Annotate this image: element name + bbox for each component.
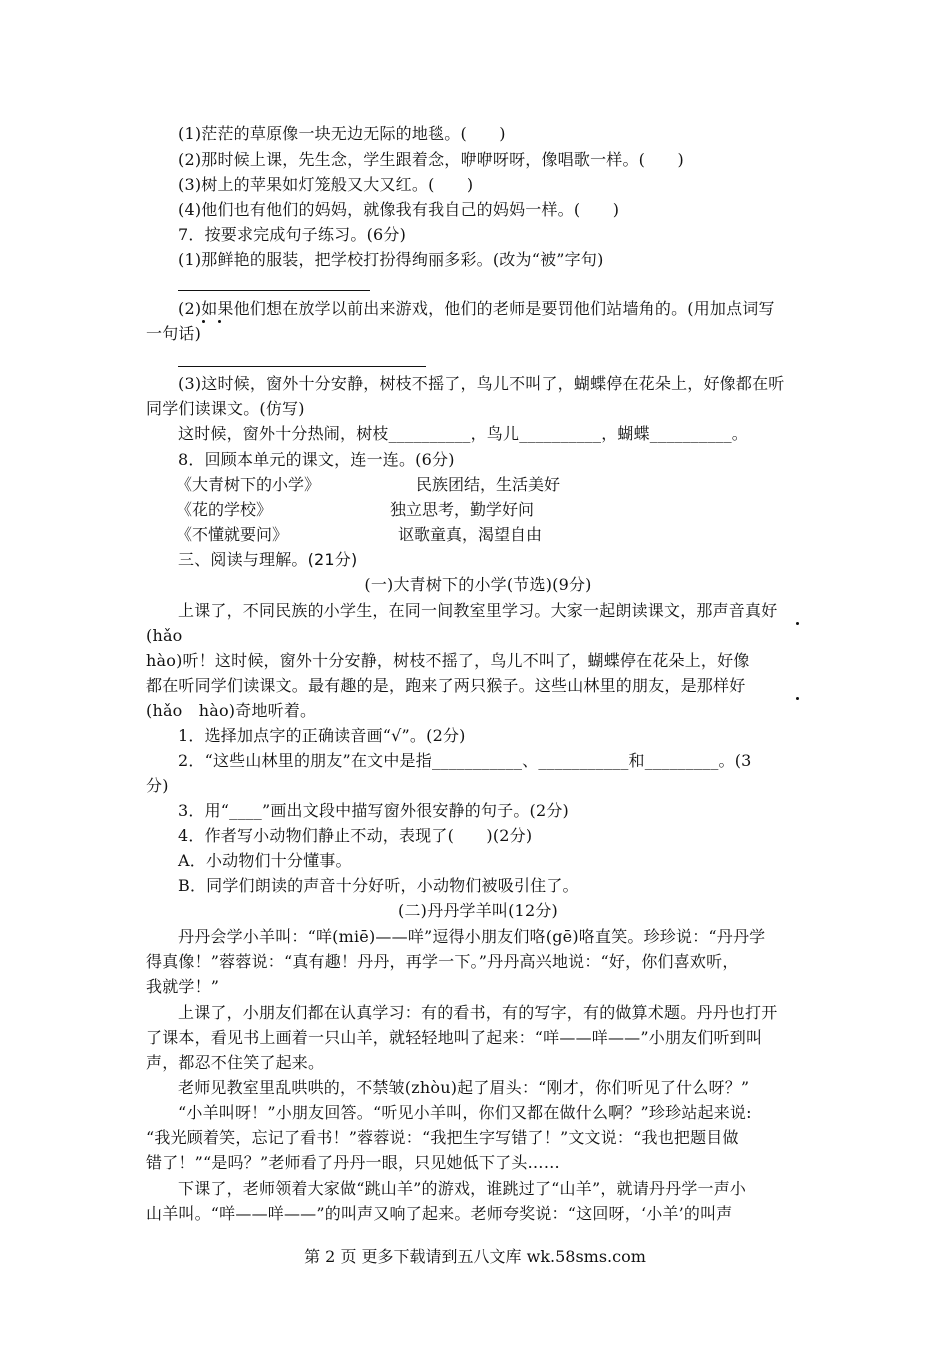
reading-1-title: (一)大青树下的小学(节选)(9分) bbox=[364, 575, 592, 594]
q8-right-item: 民族团结，生活美好 bbox=[416, 475, 561, 494]
reading-2-line: 了课本，看见书上画着一只山羊，就轻轻地叫了起来：“咩——咩——”小朋友们听到叫 bbox=[146, 1028, 763, 1047]
reading-1-q4: 4．作者写小动物们静止不动，表现了( )(2分) bbox=[178, 826, 533, 845]
q8-left-item: 《大青树下的小学》 bbox=[176, 475, 321, 494]
reading-2-line: 老师见教室里乱哄哄的，不禁皱(zhòu)起了眉头：“刚才，你们听见了什么呀？” bbox=[178, 1078, 750, 1097]
reading-2-line: 丹丹会学小羊叫：“咩(miē)——咩”逗得小朋友们咯(gē)咯直笑。珍珍说：“丹丹学 bbox=[178, 927, 766, 946]
q6-item-4: (4)他们也有他们的妈妈，就像我有我自己的妈妈一样。( ) bbox=[178, 200, 620, 219]
q7-item-2-line-1: (2)如果他们想在放学以前出来游戏，他们的老师是要罚他们站墙角的。(用加点词写 bbox=[178, 299, 775, 318]
reading-1-q1: 1．选择加点字的正确读音画“√”。(2分) bbox=[178, 726, 466, 745]
reading-1-q2-line-1: 2．“这些山林里的朋友”在文中是指___________、___________和_________。(3 bbox=[178, 751, 752, 770]
reading-2-line: 上课了，小朋友们都在认真学习：有的看书，有的写字，有的做算术题。丹丹也打开 bbox=[178, 1003, 778, 1022]
q7-title: 7．按要求完成句子练习。(6分) bbox=[178, 225, 407, 244]
q6-item-1: (1)茫茫的草原像一块无边无际的地毯。( ) bbox=[178, 124, 506, 143]
q8-right-item: 独立思考，勤学好问 bbox=[390, 500, 535, 519]
q8-left-item: 《花的学校》 bbox=[176, 500, 273, 519]
q8-title: 8．回顾本单元的课文，连一连。(6分) bbox=[178, 450, 455, 469]
reading-2-line: 得真像！”蓉蓉说：“真有趣！丹丹，再学一下。”丹丹高兴地说：“好，你们喜欢听， bbox=[146, 952, 739, 971]
reading-2-line: 错了！”“是吗？”老师看了丹丹一眼，只见她低下了头…… bbox=[146, 1153, 560, 1172]
page-footer: 第 2 页 更多下载请到五八文库 wk.58sms.com bbox=[304, 1247, 646, 1266]
reading-2-line: 我就学！” bbox=[146, 977, 220, 996]
reading-2-title: (二)丹丹学羊叫(12分) bbox=[398, 901, 558, 920]
reading-1-q3: 3．用“____”画出文段中描写窗外很安静的句子。(2分) bbox=[178, 801, 570, 820]
q7-item-3-line-1: (3)这时候，窗外十分安静，树枝不摇了，鸟儿不叫了，蝴蝶停在花朵上，好像都在听 bbox=[178, 374, 785, 393]
reading-2-line: “我光顾着笑，忘记了看书！”蓉蓉说：“我把生字写错了！”文文说：“我也把题目做 bbox=[146, 1128, 739, 1147]
q6-item-2: (2)那时候上课，先生念，学生跟着念，咿咿呀呀，像唱歌一样。( ) bbox=[178, 150, 684, 169]
q8-left-item: 《不懂就要问》 bbox=[176, 525, 289, 544]
reading-2-line: 山羊叫。“咩——咩——”的叫声又响了起来。老师夸奖说：“这回呀，‘小羊’的叫声 bbox=[146, 1204, 733, 1223]
reading-1-q2-line-2: 分) bbox=[146, 776, 169, 795]
reading-2-line: 下课了，老师领着大家做“跳山羊”的游戏，谁跳过了“山羊”，就请丹丹学一声小 bbox=[178, 1179, 747, 1198]
reading-1-line: hào)听！这时候，窗外十分安静，树枝不摇了，鸟儿不叫了，蝴蝶停在花朵上，好像 bbox=[146, 651, 750, 670]
q6-item-3: (3)树上的苹果如灯笼般又大又红。( ) bbox=[178, 175, 474, 194]
section-heading: 三、阅读与理解。(21分) bbox=[178, 550, 358, 569]
reading-1-line: 上课了，不同民族的小学生，在同一间教室里学习。大家一起朗读课文，那声音真好 bbox=[178, 601, 778, 620]
reading-1-line: 都在听同学们读课文。最有趣的是，跑来了两只猴子。这些山林里的朋友，是那样好 bbox=[146, 676, 746, 695]
reading-2-line: “小羊叫呀！”小朋友回答。“听见小羊叫，你们又都在做什么啊？”珍珍站起来说: bbox=[178, 1103, 752, 1122]
reading-1-line: (hǎo bbox=[146, 626, 183, 645]
answer-line bbox=[178, 366, 426, 367]
q7-item-2-line-2: 一句话) bbox=[146, 324, 202, 343]
reading-1-line: (hǎo hào)奇地听着。 bbox=[146, 701, 317, 720]
reading-1-q4-option-b: B．同学们朗读的声音十分好听，小动物们被吸引住了。 bbox=[178, 876, 579, 895]
q7-item-3-line-2: 同学们读课文。(仿写) bbox=[146, 399, 305, 418]
reading-2-line: 声，都忍不住笑了起来。 bbox=[146, 1053, 325, 1072]
answer-line bbox=[178, 290, 370, 291]
q8-right-item: 讴歌童真，渴望自由 bbox=[398, 525, 543, 544]
q7-item-3-line-3: 这时候，窗外十分热闹，树枝__________，鸟儿__________，蝴蝶__________。 bbox=[178, 424, 749, 443]
q7-item-1: (1)那鲜艳的服装，把学校打扮得绚丽多彩。(改为“被”字句) bbox=[178, 250, 604, 269]
reading-1-q4-option-a: A．小动物们十分懂事。 bbox=[178, 851, 352, 870]
